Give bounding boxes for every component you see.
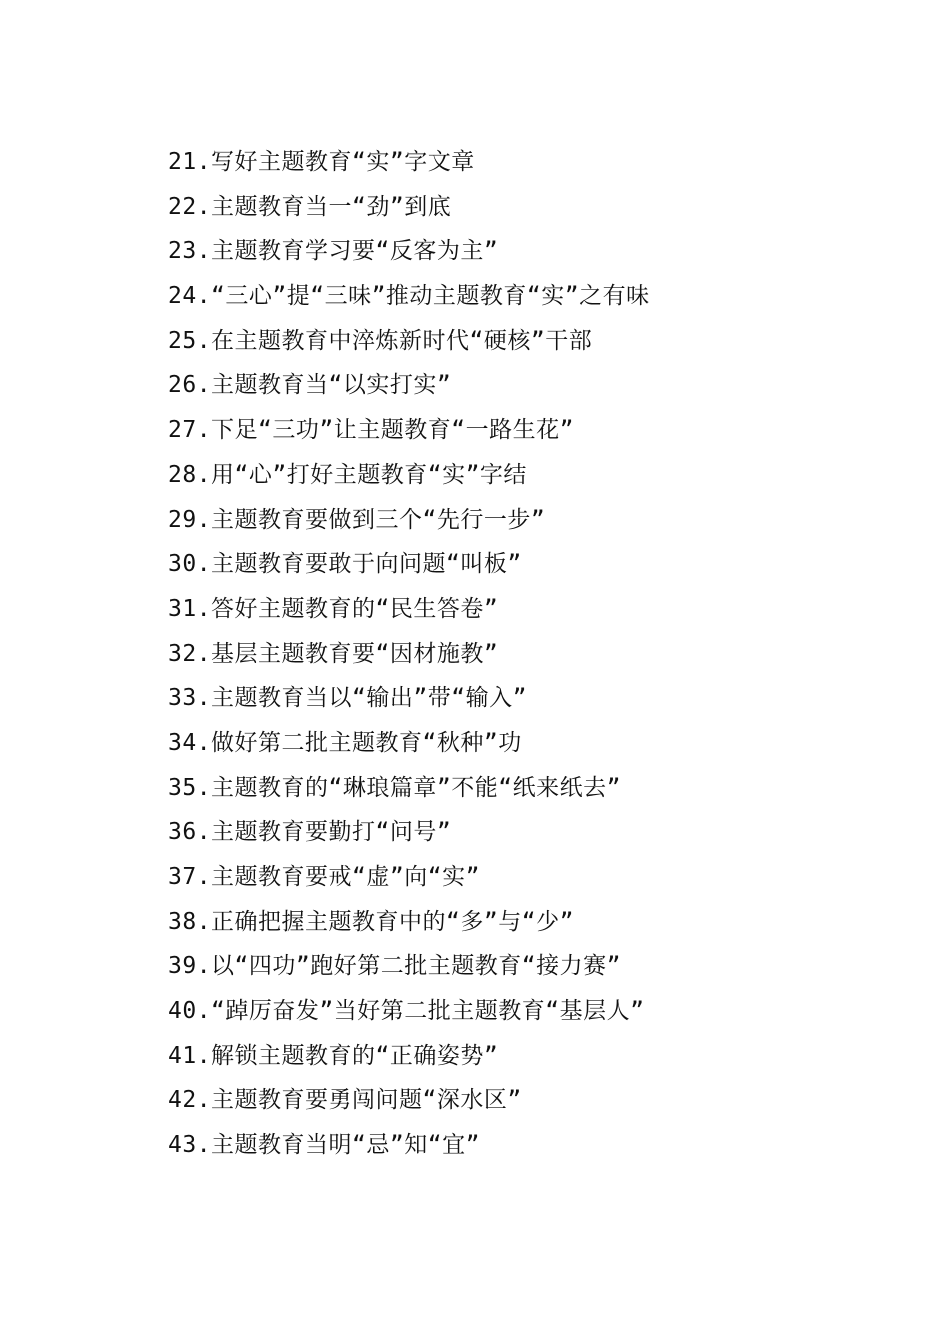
list-item: 36.主题教育要勤打“问号”	[168, 819, 452, 846]
list-item: 27.下足“三功”让主题教育“一路生花”	[168, 417, 574, 444]
list-item: 35.主题教育的“琳琅篇章”不能“纸来纸去”	[168, 774, 621, 801]
title-list	[168, 142, 650, 1170]
list-item: 31.答好主题教育的“民生答卷”	[168, 595, 499, 622]
list-item: 40.“踔厉奋发”当好第二批主题教育“基层人”	[168, 998, 645, 1025]
list-item: 37.主题教育要戒“虚”向“实”	[168, 864, 480, 890]
list-item: 26.主题教育当“以实打实”	[168, 372, 452, 399]
list-item: 30.主题教育要敢于向问题“叫板”	[168, 551, 522, 578]
list-item: 34.做好第二批主题教育“秋种”功	[168, 729, 522, 756]
list-item: 24.“三心”提“三味”推动主题教育“实”之有味	[168, 283, 650, 310]
list-item: 28.用“心”打好主题教育“实”字结	[168, 461, 527, 488]
list-item: 21.写好主题教育“实”字文章	[168, 149, 475, 175]
list-item: 41.解锁主题教育的“正确姿势”	[168, 1042, 499, 1069]
list-item: 33.主题教育当以“输出”带“输入”	[168, 685, 527, 712]
list-item: 42.主题教育要勇闯问题“深水区”	[168, 1087, 522, 1114]
list-item: 22.主题教育当一“劲”到底	[168, 193, 452, 220]
list-item: 38.正确把握主题教育中的“多”与“少”	[168, 908, 574, 935]
list-item: 32.基层主题教育要“因材施教”	[168, 640, 499, 667]
list-item: 23.主题教育学习要“反客为主”	[168, 238, 499, 265]
list-item: 29.主题教育要做到三个“先行一步”	[168, 506, 546, 533]
list-item: 25.在主题教育中淬炼新时代“硬核”干部	[168, 327, 593, 354]
list-item: 39.以“四功”跑好第二批主题教育“接力赛”	[168, 953, 621, 980]
list-item: 43.主题教育当明“忌”知“宜”	[168, 1132, 480, 1159]
